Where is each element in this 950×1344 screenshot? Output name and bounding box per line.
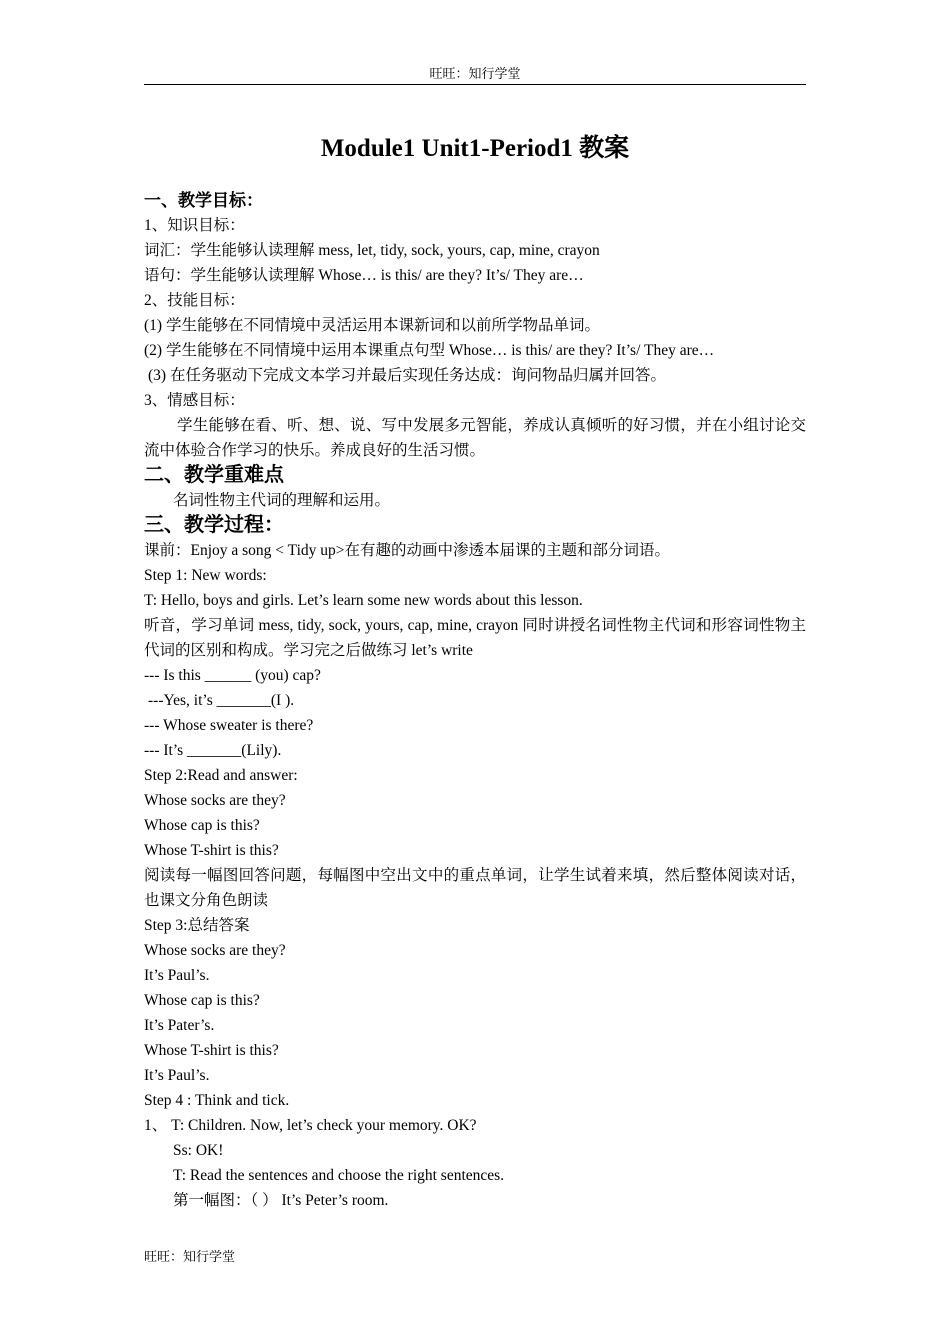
exercise-line: ---Yes, it’s _______(I ). [148, 692, 295, 709]
skills-heading: 2、技能目标： [144, 292, 245, 309]
step1-paragraph: 听音，学习单词 mess, tidy, sock, yours, cap, mine, crayon 同时讲授名词性物主代词和形容词性物主代词的区别和构成。学习完之后做练习 let’s write [144, 617, 806, 659]
skill-item-1: (1) 学生能够在不同情境中灵活运用本课新词和以前所学物品单词。 [144, 317, 600, 334]
question-line: Whose cap is this? [144, 992, 260, 1009]
document-body [144, 188, 806, 1213]
step2-title: Step 2:Read and answer: [144, 767, 298, 784]
sentence-line: 语句：学生能够认读理解 Whose… is this/ are they? It’s/ They are… [144, 267, 584, 284]
goals-heading: 一、教学目标： [144, 191, 263, 210]
answer-line: It’s Paul’s. [144, 1067, 210, 1084]
emotion-paragraph: 学生能够在看、听、想、说、写中发展多元智能，养成认真倾听的好习惯，并在小组讨论交流中体验合作学习的快乐。养成良好的生活习惯。 [144, 417, 806, 459]
skill-item-3: (3) 在任务驱动下完成文本学习并最后实现任务达成：询问物品归属并回答。 [148, 367, 666, 384]
step2-paragraph: 阅读每一幅图回答问题，每幅图中空出文中的重点单词，让学生试着来填，然后整体阅读对话，也课文分角色朗读 [144, 867, 806, 909]
keypoints-heading: 二、教学重难点 [144, 464, 284, 486]
skill-item-2: (2) 学生能够在不同情境中运用本课重点句型 Whose… is this/ are they? It’s/ They are… [144, 342, 715, 359]
pre-class-line: 课前：Enjoy a song < Tidy up>在有趣的动画中渗透本届课的主题和部分词语。 [144, 542, 670, 559]
exercise-line: --- It’s _______(Lily). [144, 742, 282, 759]
question-line: Whose T-shirt is this? [144, 842, 279, 859]
vocab-line: 词汇：学生能够认读理解 mess, let, tidy, sock, yours, cap, mine, crayon [144, 242, 600, 259]
process-heading: 三、教学过程： [144, 514, 284, 536]
step4-picture-1: 第一幅图：（ ） It’s Peter’s room. [173, 1192, 389, 1209]
answer-line: It’s Paul’s. [144, 967, 210, 984]
step4-students-line: Ss: OK! [173, 1142, 224, 1159]
knowledge-heading: 1、知识目标： [144, 217, 245, 234]
step1-title: Step 1: New words: [144, 567, 267, 584]
question-line: Whose socks are they? [144, 942, 286, 959]
step4-teacher-line: T: Read the sentences and choose the right sentences. [173, 1167, 505, 1184]
exercise-line: --- Is this ______ (you) cap? [144, 667, 321, 684]
step4-title: Step 4 : Think and tick. [144, 1092, 290, 1109]
emotion-heading: 3、情感目标： [144, 392, 245, 409]
document-title: Module1 Unit1-Period1 教案 [320, 135, 630, 162]
answer-line: It’s Pater’s. [144, 1017, 215, 1034]
step4-item-1: 1、 T: Children. Now, let’s check your memory. OK? [144, 1117, 477, 1134]
step1-teacher-line: T: Hello, boys and girls. Let’s learn some new words about this lesson. [144, 592, 583, 609]
exercise-line: --- Whose sweater is there? [144, 717, 314, 734]
question-line: Whose socks are they? [144, 792, 286, 809]
keypoints-text: 名词性物主代词的理解和运用。 [173, 492, 391, 509]
step3-title: Step 3:总结答案 [144, 917, 250, 934]
question-line: Whose cap is this? [144, 817, 260, 834]
question-line: Whose T-shirt is this? [144, 1042, 279, 1059]
page-footer: 旺旺：知行学堂 [144, 1249, 236, 1264]
page-header: 旺旺：知行学堂 [144, 66, 806, 85]
